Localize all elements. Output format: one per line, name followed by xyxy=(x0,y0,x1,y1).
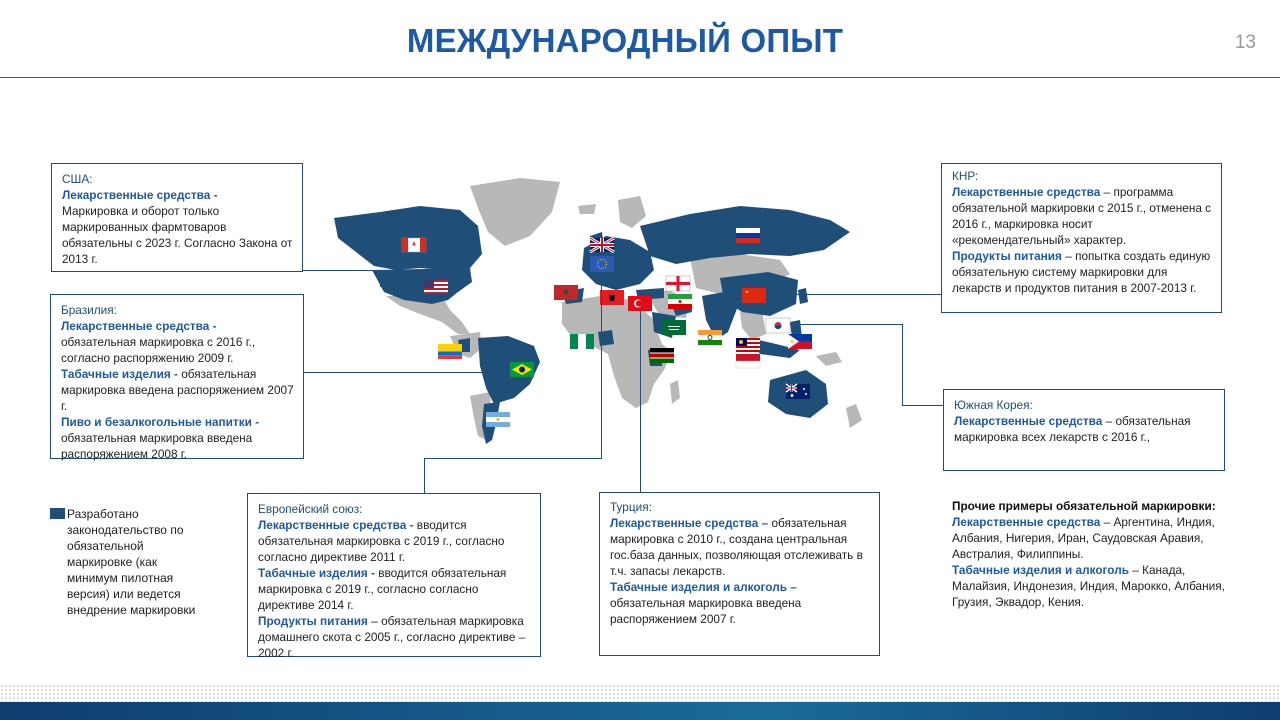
legend-swatch xyxy=(50,508,65,519)
box-title: КНР: xyxy=(952,169,979,183)
connector-eu xyxy=(601,272,602,459)
china-info-box xyxy=(941,163,1222,313)
box-text: обязательная маркировка введена распоряжением 2008 г. xyxy=(61,431,253,461)
box-title: США: xyxy=(62,172,93,186)
other-heading: Табачные изделия и алкоголь xyxy=(952,563,1129,577)
box-text: – обязательная маркировка всех лекарств с 2016 г., xyxy=(954,414,1191,444)
world-map xyxy=(300,150,900,450)
turkey-flag xyxy=(628,296,652,311)
connector-usa xyxy=(380,286,424,287)
box-text: обязательная маркировка введена распоряжением 2007 г. xyxy=(61,367,294,413)
connector-brazil xyxy=(303,372,511,373)
box-text: вводится обязательная маркировка с 2019 г., согласно согласно директиве 2014 г. xyxy=(258,566,507,612)
india-flag xyxy=(698,330,722,345)
kenya-flag xyxy=(650,348,674,363)
uk-flag xyxy=(590,238,614,252)
box-heading: Пиво и безалкогольные напитки - xyxy=(61,415,260,429)
box-text: обязательная маркировка с 2010 г., создана центральная гос.база данных, позволяющая отслеживать в т.ч. запасы лекарств. xyxy=(610,516,863,578)
connector-china xyxy=(766,294,942,295)
brazil-flag xyxy=(510,362,534,377)
page-number: 13 xyxy=(1234,32,1256,53)
other-text: – Аргентина, Индия, Албания, Нигерия, Иран, Саудовская Аравия, Австралия, Филиппины. xyxy=(952,515,1215,561)
box-text: обязательная маркировка с 2016 г., согласно распоряжению 2009 г. xyxy=(61,335,256,365)
usa-flag xyxy=(424,280,448,294)
box-title: Турция: xyxy=(610,500,652,514)
russia-flag xyxy=(736,228,760,243)
albania-flag xyxy=(600,290,624,305)
nigeria-flag xyxy=(570,334,594,349)
connector-usa xyxy=(302,270,380,271)
connector-eu xyxy=(424,458,425,494)
canada-flag xyxy=(402,238,426,252)
box-heading: Лекарственные средства - xyxy=(258,518,414,532)
connector-eu xyxy=(424,458,602,459)
footer-dot-pattern xyxy=(0,684,1280,702)
australia-flag xyxy=(786,384,810,399)
box-text: – обязательная маркировка домашнего скота с 2005 г., согласно директиве – 2002 г. xyxy=(258,614,526,660)
turkey-info-box xyxy=(599,492,880,656)
box-heading: Продукты питания xyxy=(952,249,1062,263)
saudi-flag xyxy=(662,320,686,335)
morocco-flag xyxy=(554,285,578,300)
argentina-flag xyxy=(486,412,510,427)
georgia-flag xyxy=(666,276,690,291)
south-korea-info-box xyxy=(943,389,1225,471)
ecuador-flag xyxy=(438,344,462,359)
box-heading: Лекарственные средства - xyxy=(61,319,217,333)
other-heading: Лекарственные средства xyxy=(952,515,1101,529)
malaysia-flag xyxy=(736,338,760,352)
eu-info-box xyxy=(247,493,541,660)
page-title: МЕЖДУНАРОДНЫЙ ОПЫТ xyxy=(406,22,844,59)
connector-korea xyxy=(902,324,903,405)
title-divider xyxy=(0,77,1280,78)
other-examples-title: Прочие примеры обязательной маркировки: xyxy=(952,499,1216,513)
box-heading: Лекарственные средства - xyxy=(62,188,218,202)
south-korea-flag xyxy=(766,318,790,333)
box-text: вводится обязательная маркировка с 2019 г., согласно согласно директиве 2011 г. xyxy=(258,518,505,564)
eu-flag xyxy=(590,256,614,272)
box-title: Южная Корея: xyxy=(954,398,1033,412)
other-text: – Канада, Малайзия, Индонезия, Индия, Марокко, Албания, Грузия, Эквадор, Кения. xyxy=(952,563,1225,609)
box-text: Маркировка и оборот только маркированных фармтоваров обязательны с 2023 г. Согласно Закона от 2013 г. xyxy=(62,204,293,266)
box-heading: Табачные изделия - xyxy=(258,566,375,580)
connector-usa xyxy=(380,270,381,286)
philippines-flag xyxy=(788,334,812,349)
box-heading: Продукты питания xyxy=(258,614,368,628)
iran-flag xyxy=(668,294,692,309)
box-text: обязательная маркировка введена распоряжением 2007 г. xyxy=(610,596,802,626)
indonesia-flag xyxy=(736,354,760,368)
brazil-info-box xyxy=(50,294,304,459)
connector-korea xyxy=(902,405,944,406)
box-title: Бразилия: xyxy=(61,303,117,317)
connector-turkey xyxy=(640,311,641,493)
legend-text: Разработано законодательство по обязательной маркировке (как минимум пилотная версия) или ведется внедрение маркировки xyxy=(67,507,196,617)
box-heading: Лекарственные средства – xyxy=(610,516,769,530)
box-heading: Лекарственные средства xyxy=(954,414,1103,428)
box-text: – попытка создать единую обязательную систему маркировки для лекарств и продуктов питания в 2007-2013 г. xyxy=(952,249,1211,295)
box-heading: Табачные изделия и алкоголь – xyxy=(610,580,797,594)
connector-korea xyxy=(790,324,902,325)
other-examples xyxy=(952,498,1237,610)
china-flag xyxy=(742,288,766,303)
footer-bar xyxy=(0,702,1280,720)
box-heading: Табачные изделия - xyxy=(61,367,178,381)
box-title: Европейский союз: xyxy=(258,502,363,516)
box-heading: Лекарственные средства xyxy=(952,185,1101,199)
usa-info-box xyxy=(51,163,303,272)
box-text: – программа обязательной маркировки с 2015 г., отменена с 2016 г., маркировка носит «рекомендательный» характер. xyxy=(952,185,1212,247)
